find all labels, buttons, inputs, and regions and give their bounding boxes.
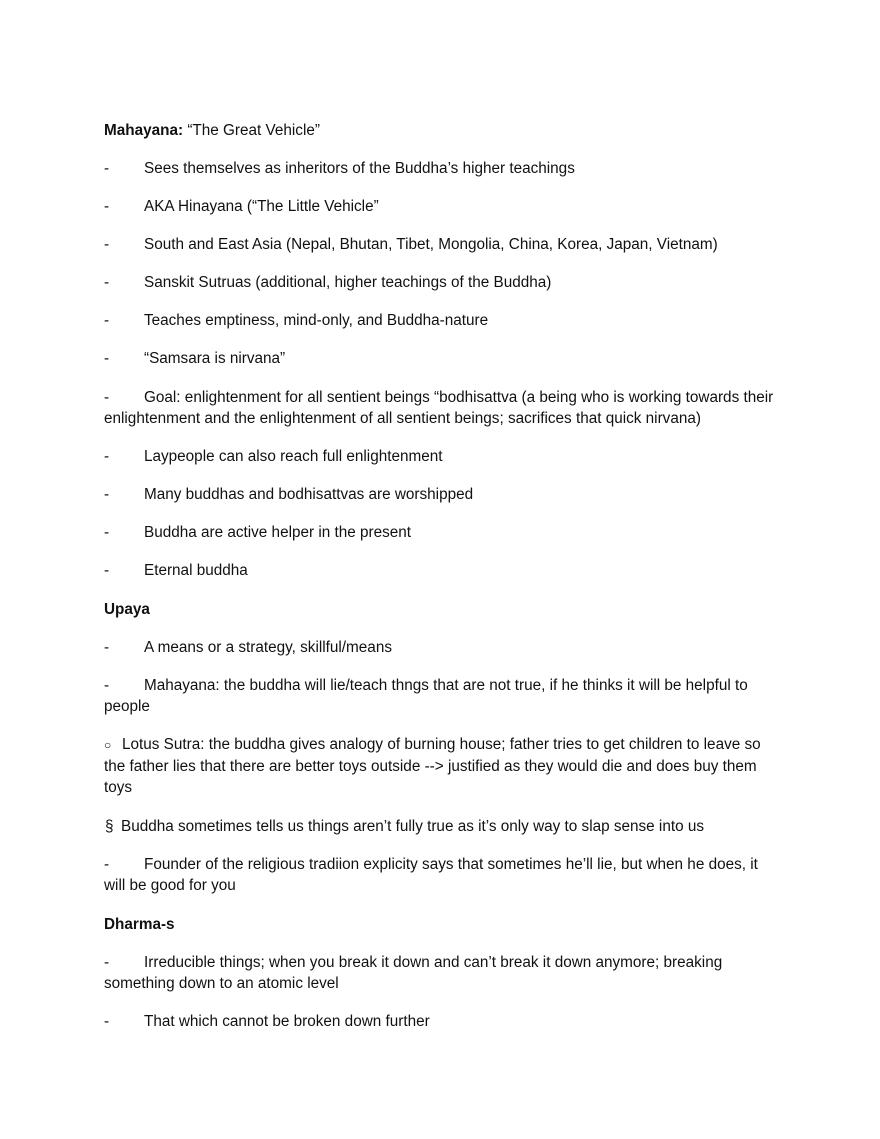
- bullet-text: Many buddhas and bodhisattvas are worshipped: [144, 486, 474, 503]
- dash-marker: -: [104, 274, 110, 291]
- bullet-text: Founder of the religious tradiion explicity says that sometimes he’ll lie, but when he does, it will be good for you: [104, 856, 758, 894]
- mahayana-bullet-6: [104, 348, 776, 369]
- upaya-heading: Upaya: [104, 601, 150, 618]
- dash-marker: -: [104, 389, 110, 406]
- mahayana-bullet-3: [104, 234, 776, 255]
- bullet-text: South and East Asia (Nepal, Bhutan, Tibet, Mongolia, China, Korea, Japan, Vietnam): [144, 236, 718, 253]
- bullet-text: That which cannot be broken down further: [144, 1013, 430, 1030]
- circle-bullet-icon: ○: [104, 738, 112, 752]
- bullet-text: Laypeople can also reach full enlightenment: [144, 448, 443, 465]
- bullet-text: A means or a strategy, skillful/means: [144, 639, 392, 656]
- dash-marker: -: [104, 350, 110, 367]
- section-sign-icon: §: [105, 818, 114, 835]
- dash-marker: -: [104, 856, 110, 873]
- sub-bullet-text: Lotus Sutra: the buddha gives analogy of burning house; father tries to get children to leave so the father lies that there are better toys outside --> justified as they would die and does buy them toys: [104, 736, 761, 796]
- dash-marker: -: [104, 486, 110, 503]
- mahayana-bullet-2: [104, 196, 776, 217]
- dharmas-bullet-2: [104, 1011, 776, 1032]
- mahayana-subtitle: “The Great Vehicle”: [187, 122, 320, 139]
- dash-marker: -: [104, 562, 110, 579]
- mahayana-bullet-1: [104, 158, 776, 179]
- upaya-bullet-1: [104, 637, 776, 658]
- dash-marker: -: [104, 448, 110, 465]
- upaya-bullet-2: [104, 675, 776, 717]
- mahayana-heading: Mahayana:: [104, 122, 184, 139]
- dash-marker: -: [104, 524, 110, 541]
- bullet-text: Sanskit Sutruas (additional, higher teachings of the Buddha): [144, 274, 552, 291]
- mahayana-heading-line: [104, 120, 776, 141]
- bullet-text: AKA Hinayana (“The Little Vehicle”: [144, 198, 379, 215]
- upaya-section-bullet: [105, 816, 777, 837]
- bullet-text: “Samsara is nirvana”: [144, 350, 286, 367]
- dash-marker: -: [104, 160, 110, 177]
- dash-marker: -: [104, 236, 110, 253]
- dash-marker: -: [104, 198, 110, 215]
- dash-marker: -: [104, 677, 110, 694]
- mahayana-bullet-7: [104, 387, 776, 429]
- upaya-final-bullet: [104, 854, 776, 896]
- dash-marker: -: [104, 1013, 110, 1030]
- bullet-text: Goal: enlightenment for all sentient beings “bodhisattva (a being who is working towards their enlightenment and the enlightenment of all sentient beings; sacrifices that quick nirvana): [104, 389, 774, 427]
- mahayana-bullet-8: [104, 446, 776, 467]
- bullet-text: Irreducible things; when you break it down and can’t break it down anymore; breaking something down to an atomic level: [104, 954, 723, 992]
- bullet-text: Buddha are active helper in the present: [144, 524, 412, 541]
- dharmas-bullet-1: [104, 952, 754, 994]
- mahayana-bullet-4: [104, 272, 776, 293]
- mahayana-bullet-10: [104, 522, 776, 543]
- upaya-sub-bullet: [104, 734, 766, 798]
- dash-marker: -: [104, 312, 110, 329]
- dash-marker: -: [104, 954, 110, 971]
- mahayana-bullet-9: [104, 484, 776, 505]
- dharmas-heading: Dharma-s: [104, 916, 175, 933]
- mahayana-bullet-11: [104, 560, 776, 581]
- bullet-text: Sees themselves as inheritors of the Buddha’s higher teachings: [144, 160, 575, 177]
- mahayana-bullet-5: [104, 310, 776, 331]
- bullet-text: Mahayana: the buddha will lie/teach thngs that are not true, if he thinks it will be helpful to people: [104, 677, 748, 715]
- section-bullet-text: Buddha sometimes tells us things aren’t fully true as it’s only way to slap sense into us: [121, 818, 704, 835]
- dash-marker: -: [104, 639, 110, 656]
- bullet-text: Teaches emptiness, mind-only, and Buddha-nature: [144, 312, 489, 329]
- bullet-text: Eternal buddha: [144, 562, 248, 579]
